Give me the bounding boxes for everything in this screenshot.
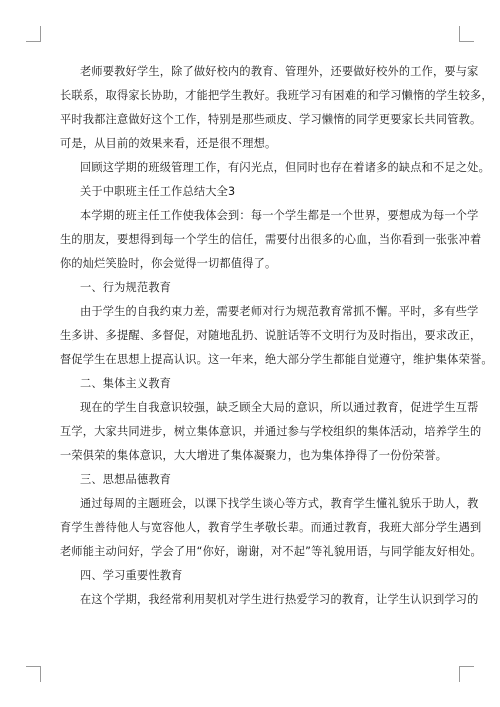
paragraph-line: 由于学生的自我约束力差，需要老师对行为规范教育常抓不懈。平时，多有些学 [80,305,479,318]
paragraph-line: 生的朋友，要想得到每一个学生的信任，需要付出很多的心血，当你看到一张张冲着 [60,233,482,246]
crop-mark-bottom-left-h [26,666,41,667]
paragraph-line: 生多讲、多提醒、多督促，对随地乱扔、说脏话等不文明行为及时指出，要求改正， [60,329,482,342]
paragraph-line: 现在的学生自我意识较强，缺乏顾全大局的意识，所以通过教育，促进学生互帮 [80,401,479,414]
crop-mark-bottom-left [40,666,41,682]
paragraph-line: 在这个学期，我经常利用契机对学生进行热爱学习的教育，让学生认识到学习的 [80,593,479,606]
paragraph-line: 育学生善待他人与宽容他人，教育学生孝敬长辈。而通过教育，我班大部分学生遇到 [60,521,482,534]
paragraph-line: 回顾这学期的班级管理工作，有闪光点，但同时也存在着诸多的缺点和不足之处。 [80,161,490,174]
paragraph-line: 互学，大家共同进步，树立集体意识，并通过参与学校组织的集体活动，培养学生的 [60,425,482,438]
paragraph-line: 老师能主动问好，学会了用“你好，谢谢，对不起”等礼貌用语，与同学能友好相处。 [60,545,482,558]
paragraph-line: 督促学生在思想上提高认识。这一年来，绝大部分学生都能自觉遵守，维护集体荣誉。 [60,353,493,366]
paragraph-line: 通过每周的主题班会，以课下找学生谈心等方式，教育学生懂礼貌乐于助人，教 [80,497,479,510]
crop-mark-top-right [459,26,460,42]
paragraph-line: 一荣俱荣的集体意识，大大增进了集体凝聚力，也为集体挣得了一份份荣誉。 [60,449,448,462]
crop-mark-top-left-h [26,41,41,42]
document-body [60,63,493,609]
crop-mark-bottom-right [459,666,460,682]
crop-mark-bottom-right-h [459,666,474,667]
paragraph-line: 可是，从目前的效果来看，还是很不理想。 [60,137,277,150]
section-heading: 二、集体主义教育 [80,377,172,390]
crop-mark-top-right-h [459,41,474,42]
paragraph-line: 你的灿烂笑脸时，你会觉得一切都值得了。 [60,257,277,270]
section-heading: 四、学习重要性教育 [80,569,183,582]
paragraph-line: 平时我都注意做好这个工作，特别是那些顽皮、学习懒惰的同学更要家长共同管教。 [60,113,482,126]
section-heading: 三、思想品德教育 [80,473,172,486]
paragraph-line: 本学期的班主任工作使我体会到：每一个学生都是一个世界，要想成为每一个学 [80,209,479,222]
section-title: 关于中职班主任工作总结大全3 [80,185,236,198]
crop-mark-top-left [40,26,41,42]
paragraph-line: 长联系，取得家长协助，才能把学生教好。我班学习有困难的和学习懒惰的学生较多， [60,89,493,102]
paragraph-line: 老师要教好学生，除了做好校内的教育、管理外，还要做好校外的工作，要与家 [80,65,479,78]
section-heading: 一、行为规范教育 [80,281,172,294]
